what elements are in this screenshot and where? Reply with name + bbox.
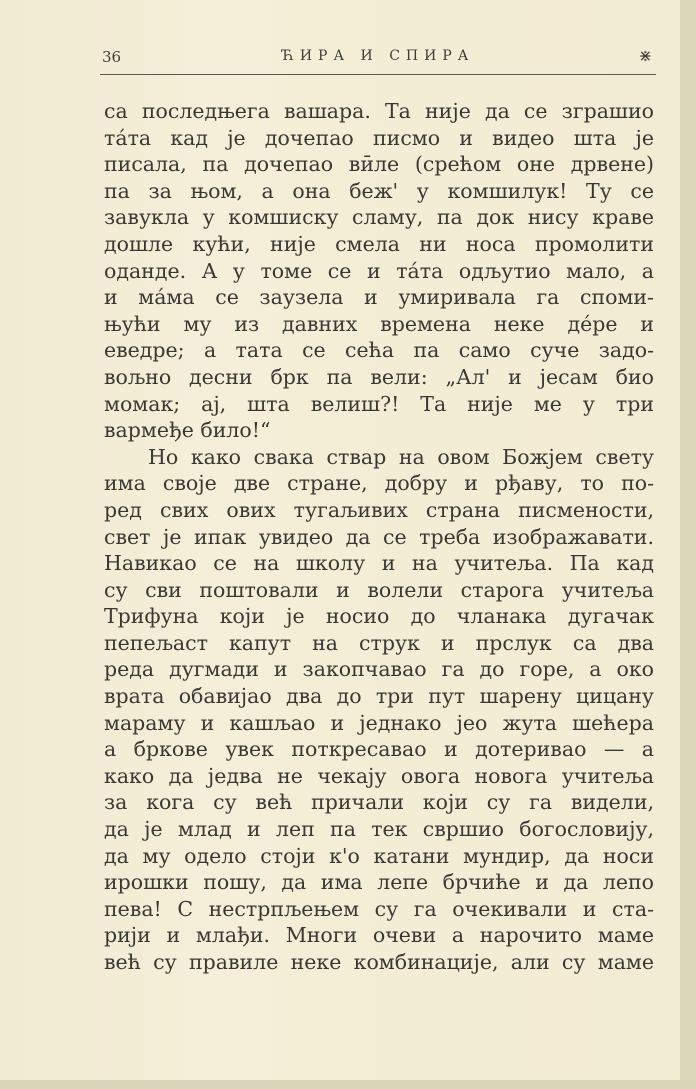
text-line: њући му из давних времена неке де́ре и — [104, 311, 654, 336]
text-line: пева! С нестрпљењем су га очекивали и ста- — [104, 896, 654, 921]
page-number: 36 — [102, 48, 122, 66]
text-line: пепељаст капут на струк и прслук са два — [104, 630, 654, 655]
text-line: ред свих ових тугаљивих страна писмености, — [104, 497, 654, 522]
header-rule — [100, 74, 656, 75]
text-line: па за њом, а она беж' у комшилук! Ту се — [104, 178, 654, 203]
text-line: завукла у комшиску сламу, па док нису краве — [104, 205, 654, 230]
text-line: да му одело стоји к'о катани мундир, да носи — [104, 843, 654, 868]
text-line: писала, па дочепао вӣле (срећом оне дрвене) — [104, 152, 654, 177]
text-line: свет је ипак увидео да се треба изображавати. — [104, 524, 654, 549]
text-line: оданде. А у томе се и та́та одљутио мало, а — [104, 258, 654, 283]
text-line: реда дугмади и закопчавао га до горе, а око — [104, 657, 654, 682]
text-line: врата обавијао два до три пут шарену цицану — [104, 684, 654, 709]
text-line: ирошки пошу, да има лепе брчиће и да лепо — [104, 870, 654, 895]
text-line: момак; ај, шта велиш?! Та није ме у три — [104, 391, 654, 416]
text-line: како да једва не чекају овога новога учитеља — [104, 763, 654, 788]
page-edge-right — [680, 0, 696, 1089]
body-text — [104, 98, 654, 976]
paragraph — [104, 98, 654, 444]
text-line: има своје две стране, добру и рђаву, то по- — [104, 471, 654, 496]
text-line: Навикао се на школу и на учитеља. Па кад — [104, 551, 654, 576]
page-edge-bottom — [0, 1080, 696, 1089]
running-header — [100, 44, 656, 70]
text-line: та́та кад је дочепао писмо и видео шта је — [104, 125, 654, 150]
ornament-icon: ⋇ — [638, 46, 652, 65]
text-line: вољно десни брк па вели: „Ал' и јесам био — [104, 364, 654, 389]
text-line: за кога су већ причали који су га видели, — [104, 790, 654, 815]
running-title: ЋИРА И СПИРА — [281, 48, 475, 64]
text-line: су сви поштовали и волели старога учитеља — [104, 577, 654, 602]
text-line: Трифуна који је носио до чланака дугачак — [104, 604, 654, 629]
text-line: а бркове увек поткресавао и дотеривао — а — [104, 737, 654, 762]
text-line: Но како свака ствар на овом Божјем свету — [148, 444, 654, 469]
text-line: са последњега вашара. Та није да се зграшио — [104, 99, 654, 123]
paragraph — [104, 444, 654, 976]
text-line: еведре; а тата се сећа па само суче задо- — [104, 338, 654, 363]
text-line: рији и млађи. Многи очеви а нарочито маме — [104, 923, 654, 948]
text-line: вармеђе било!“ — [104, 418, 271, 443]
text-line: дошле кући, није смела ни носа промолити — [104, 231, 654, 256]
text-line: већ су правиле неке комбинације, али су маме — [104, 950, 654, 974]
text-line: да је млад и леп па тек свршио богословију, — [104, 817, 654, 842]
text-line: и ма́ма се заузела и умиривала га споми- — [104, 285, 654, 310]
text-line: мараму и кашљао и једнако јео жута шећера — [104, 710, 654, 735]
